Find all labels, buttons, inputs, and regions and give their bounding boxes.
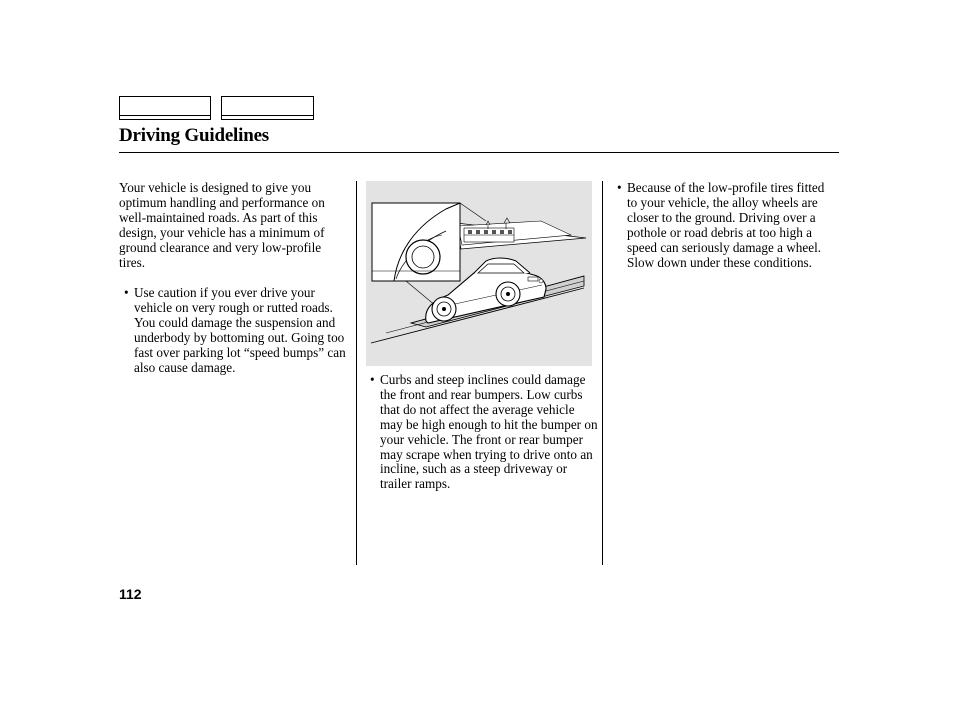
title-rule	[119, 152, 839, 153]
car-incline-illustration	[366, 181, 592, 366]
bullet-dot: •	[124, 285, 129, 300]
nav-tab-2[interactable]	[221, 96, 314, 120]
car-on-incline-illustration	[366, 181, 592, 366]
intro-paragraph: Your vehicle is designed to give you optimum handling and performance on well-maintained roads. As part of this design, your vehicle has a minimum of ground clearance and very low-profile tires.	[119, 180, 325, 270]
bullet-rough-roads	[124, 285, 349, 375]
bullet-low-profile-tires	[617, 180, 832, 270]
page-number: 112	[119, 586, 142, 602]
bullet-dot: •	[370, 372, 375, 387]
bullet-text: Because of the low-profile tires fitted to your vehicle, the alloy wheels are closer to the ground. Driving over a pothole or road debris at too high a speed can seriously damage a wheel. Slow down under these conditions.	[627, 180, 825, 270]
bullet-text: Curbs and steep inclines could damage the front and rear bumpers. Low curbs that do not affect the average vehicle may be high enough to hit the bumper on your vehicle. The front or rear bumper may scrape when trying to drive onto an incline, such as a steep driveway or trailer ramps.	[380, 372, 598, 492]
bullet-dot: •	[617, 180, 622, 195]
column-divider	[356, 181, 357, 565]
nav-tab-1[interactable]	[119, 96, 211, 120]
column-divider	[602, 181, 603, 565]
bullet-curbs-inclines	[370, 372, 598, 492]
bullet-text: Use caution if you ever drive your vehicle on very rough or rutted roads. You could damage the suspension and underbody by bottoming out. Going too fast over parking lot “speed bumps” can also cause damage.	[134, 285, 346, 375]
page-title: Driving Guidelines	[119, 125, 270, 146]
